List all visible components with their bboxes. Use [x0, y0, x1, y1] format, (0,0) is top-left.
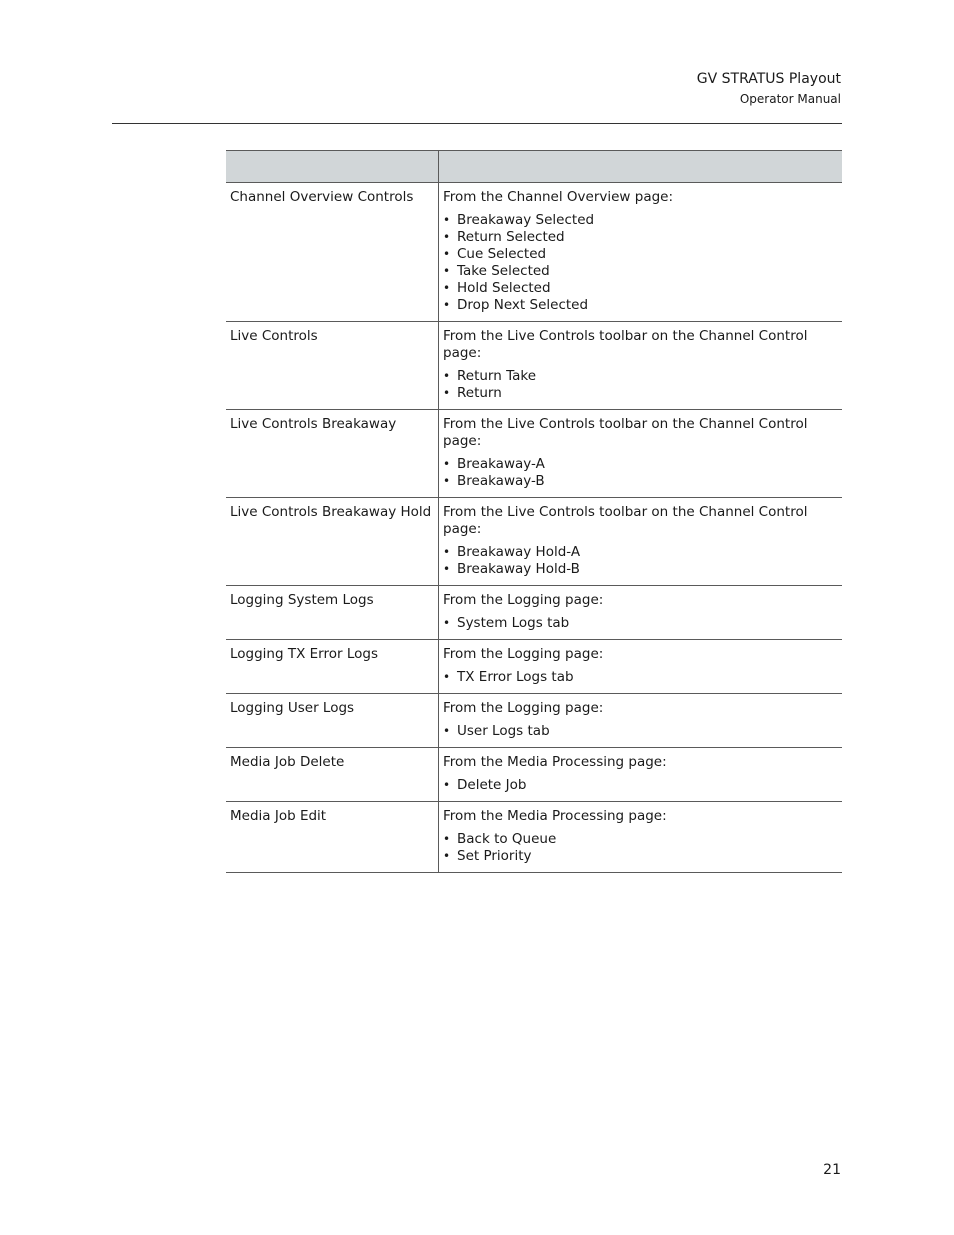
description-intro: From the Live Controls toolbar on the Channel Control page:	[443, 328, 808, 361]
bullet-item: • Back to Queue	[443, 831, 838, 848]
bullet-item: • Drop Next Selected	[443, 297, 838, 314]
permission-description-cell	[439, 694, 843, 748]
bullet-item: • User Logs tab	[443, 723, 838, 740]
description-intro: From the Logging page:	[443, 700, 604, 716]
bullet-list	[443, 723, 838, 740]
bullet-item: • System Logs tab	[443, 615, 838, 632]
table-header-cell	[226, 151, 439, 183]
table-row	[226, 498, 842, 586]
bullet-list	[443, 544, 838, 578]
permission-description-cell	[439, 498, 843, 586]
page-number: 21	[823, 1162, 841, 1178]
bullet-list	[443, 212, 838, 314]
description-intro: From the Logging page:	[443, 592, 604, 608]
bullet-item: • Hold Selected	[443, 280, 838, 297]
table-header-row	[226, 151, 842, 183]
permission-description-cell	[439, 183, 843, 322]
table-row	[226, 586, 842, 640]
description-intro: From the Live Controls toolbar on the Channel Control page:	[443, 504, 808, 537]
table-row	[226, 183, 842, 322]
document-subtitle: Operator Manual	[739, 92, 841, 106]
table-body	[226, 183, 842, 873]
table-row	[226, 802, 842, 873]
bullet-item: • Return Selected	[443, 229, 838, 246]
bullet-item: • TX Error Logs tab	[443, 669, 838, 686]
bullet-list	[443, 615, 838, 632]
bullet-item: • Cue Selected	[443, 246, 838, 263]
table-row	[226, 410, 842, 498]
bullet-item: • Breakaway Selected	[443, 212, 838, 229]
description-intro: From the Channel Overview page:	[443, 189, 674, 205]
bullet-list	[443, 368, 838, 402]
permission-description-cell	[439, 586, 843, 640]
permission-name-cell: Logging TX Error Logs	[226, 640, 439, 694]
bullet-item: • Breakaway-B	[443, 473, 838, 490]
description-intro: From the Logging page:	[443, 646, 604, 662]
running-header	[697, 70, 841, 107]
bullet-list	[443, 777, 838, 794]
permission-name-cell: Media Job Edit	[226, 802, 439, 873]
description-intro: From the Live Controls toolbar on the Channel Control page:	[443, 416, 808, 449]
bullet-item: • Return	[443, 385, 838, 402]
bullet-item: • Delete Job	[443, 777, 838, 794]
permission-name-cell: Live Controls Breakaway	[226, 410, 439, 498]
bullet-item: • Breakaway Hold-B	[443, 561, 838, 578]
permission-name-cell: Channel Overview Controls	[226, 183, 439, 322]
document-title: GV STRATUS Playout	[696, 71, 841, 87]
permission-name-cell: Media Job Delete	[226, 748, 439, 802]
permission-description-cell	[439, 748, 843, 802]
permission-name-cell: Logging System Logs	[226, 586, 439, 640]
description-intro: From the Media Processing page:	[443, 754, 667, 770]
bullet-item: • Breakaway-A	[443, 456, 838, 473]
bullet-list	[443, 831, 838, 865]
table-row	[226, 640, 842, 694]
permissions-table	[226, 150, 842, 873]
header-rule	[112, 123, 842, 124]
description-intro: From the Media Processing page:	[443, 808, 667, 824]
bullet-list	[443, 456, 838, 490]
bullet-item: • Take Selected	[443, 263, 838, 280]
bullet-item: • Set Priority	[443, 848, 838, 865]
permission-description-cell	[439, 410, 843, 498]
permission-name-cell: Live Controls Breakaway Hold	[226, 498, 439, 586]
permission-name-cell: Logging User Logs	[226, 694, 439, 748]
permission-name-cell: Live Controls	[226, 322, 439, 410]
table-row	[226, 322, 842, 410]
table-row	[226, 694, 842, 748]
table-header-cell	[439, 151, 843, 183]
bullet-item: • Return Take	[443, 368, 838, 385]
bullet-list	[443, 669, 838, 686]
permission-description-cell	[439, 322, 843, 410]
permission-description-cell	[439, 802, 843, 873]
table-row	[226, 748, 842, 802]
permission-description-cell	[439, 640, 843, 694]
bullet-item: • Breakaway Hold-A	[443, 544, 838, 561]
